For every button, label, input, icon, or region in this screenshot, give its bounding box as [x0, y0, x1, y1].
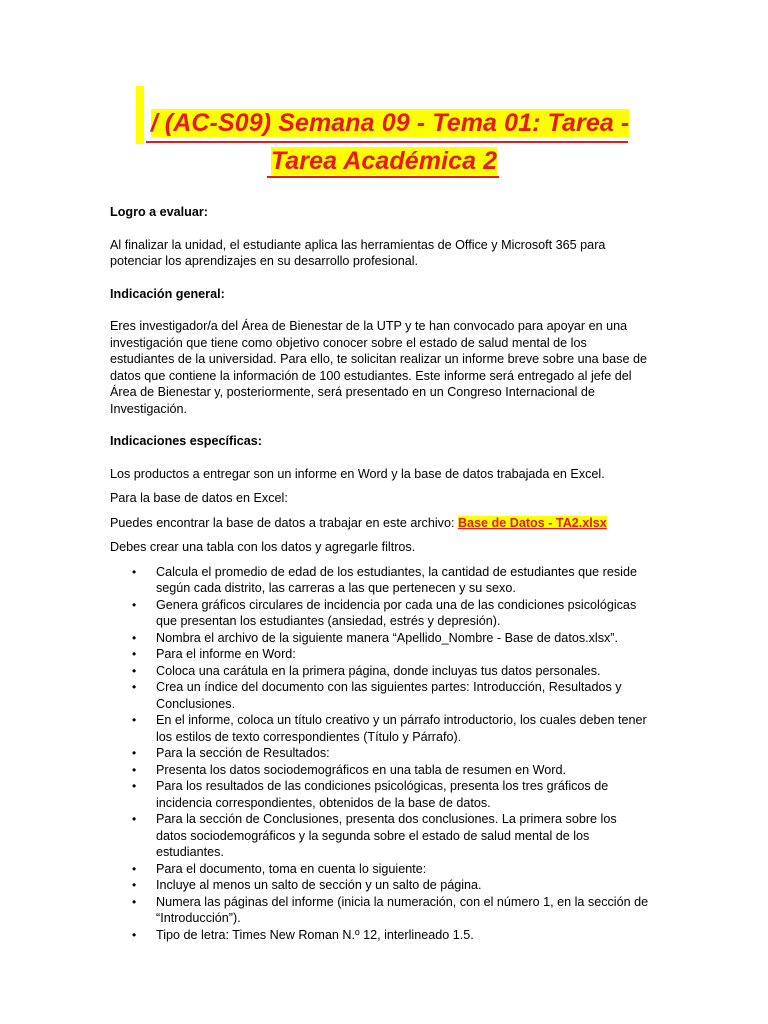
title-text-line2: Tarea Académica 2 [270, 147, 498, 175]
list-item-text: Crea un índice del documento con las siguientes partes: Introducción, Resultados y Conclusiones. [156, 680, 622, 711]
bullet-icon: • [132, 663, 137, 678]
bullet-icon: • [132, 713, 137, 727]
list-item [110, 564, 650, 597]
list-item [110, 811, 650, 861]
database-file-link[interactable]: Base de Datos - TA2.xlsx [457, 515, 607, 530]
bullet-icon: • [132, 894, 137, 909]
bullet-icon: • [132, 861, 137, 876]
list-item [110, 861, 650, 878]
indicacion-general-heading: Indicación general: [110, 286, 225, 301]
title-underline-2 [267, 176, 499, 178]
file-link-paragraph [110, 515, 650, 532]
indicaciones-especificas-heading: Indicaciones específicas: [110, 434, 262, 448]
list-item [110, 877, 650, 894]
bullet-icon: • [132, 812, 137, 826]
list-item-text: Para la sección de Resultados: [156, 746, 330, 760]
bullet-icon: • [132, 630, 137, 645]
list-item [110, 712, 650, 745]
title-underline-1 [146, 141, 628, 143]
bullet-icon: • [132, 779, 137, 793]
bullet-icon: • [132, 927, 137, 942]
title-text-line1: (AC-S09) Semana 09 - Tema 01: Tarea - [164, 109, 630, 137]
list-item [110, 894, 650, 927]
bullet-icon: • [132, 746, 137, 760]
document-body [110, 204, 650, 943]
list-item [110, 630, 650, 647]
list-item-text: Numera las páginas del informe (inicia la numeración, con el número 1, en la sección de “Introducción”). [156, 894, 649, 925]
list-item-text: Calcula el promedio de edad de los estudiantes, la cantidad de estudiantes que reside según cada distrito, las carreras a las que pertenecen y su sexo. [156, 564, 637, 595]
list-item-text: Presenta los datos sociodemográficos en una tabla de resumen en Word. [156, 762, 567, 777]
bullet-icon: • [132, 878, 137, 892]
bullet-icon: • [132, 647, 137, 661]
list-item-text: Tipo de letra: Times New Roman N.º 12, interlineado 1.5. [156, 927, 474, 942]
productos-text: Los productos a entregar son un informe en Word y la base de datos trabajada en Excel. [110, 466, 605, 481]
document-title-line1 [6, 107, 768, 139]
excel-intro-text: Para la base de datos en Excel: [110, 491, 288, 505]
list-item [110, 745, 650, 762]
indicacion-general-text: Eres investigador/a del Área de Bienestar de la UTP y te han convocado para apoyar en una investigación que tiene como objetivo conocer sobre el estado de salud mental de los estudiantes de la universidad. Para ello, te solicitan realizar un informe breve sobre una base de datos que contiene la información de 100 estudiantes. Este informe será entregado al jefe del Área de Bienestar y, posteriormente, será presentado en un Congreso Internacional de Investigación. [110, 319, 647, 416]
bullet-icon: • [132, 564, 137, 579]
bullet-icon: • [132, 762, 137, 777]
list-item-text: Para el documento, toma en cuenta lo siguiente: [156, 861, 427, 876]
bullet-icon: • [132, 597, 137, 612]
list-item [110, 927, 650, 944]
list-item [110, 646, 650, 663]
list-item [110, 663, 650, 680]
instructions-list [110, 564, 650, 944]
list-item [110, 762, 650, 779]
title-prefix: / [150, 109, 158, 137]
list-item-text: Nombra el archivo de la siguiente manera “Apellido_Nombre - Base de datos.xlsx”. [156, 630, 618, 645]
table-instruction-text: Debes crear una tabla con los datos y agregarle filtros. [110, 540, 416, 554]
list-item [110, 597, 650, 630]
list-item-text: Incluye al menos un salto de sección y un salto de página. [156, 878, 482, 892]
list-item [110, 679, 650, 712]
logro-heading: Logro a evaluar: [110, 205, 208, 219]
list-item-text: Genera gráficos circulares de incidencia por cada una de las condiciones psicológicas que presentan los estudiantes (ansiedad, estrés y depresión). [156, 597, 637, 628]
list-item-text: En el informe, coloca un título creativo y un párrafo introductorio, los cuales deben tener los estilos de texto correspondientes (Título y Párrafo). [156, 713, 647, 744]
logro-text: Al finalizar la unidad, el estudiante aplica las herramientas de Office y Microsoft 365 para potenciar los aprendizajes en su desarrollo profesional. [110, 237, 606, 268]
list-item [110, 778, 650, 811]
list-item-text: Coloca una carátula en la primera página, donde incluyas tus datos personales. [156, 663, 601, 678]
list-item-text: Para el informe en Word: [156, 647, 296, 661]
list-item-text: Para la sección de Conclusiones, presenta dos conclusiones. La primera sobre los datos sociodemográficos y la segunda sobre el estado de salud mental de los estudiantes. [156, 812, 617, 859]
bullet-icon: • [132, 680, 137, 694]
file-link-prefix: Puedes encontrar la base de datos a trabajar en este archivo: [110, 515, 458, 530]
document-title-line2 [0, 145, 768, 177]
list-item-text: Para los resultados de las condiciones psicológicas, presenta los tres gráficos de incidencia correspondientes, obtenidos de la base de datos. [156, 779, 609, 810]
